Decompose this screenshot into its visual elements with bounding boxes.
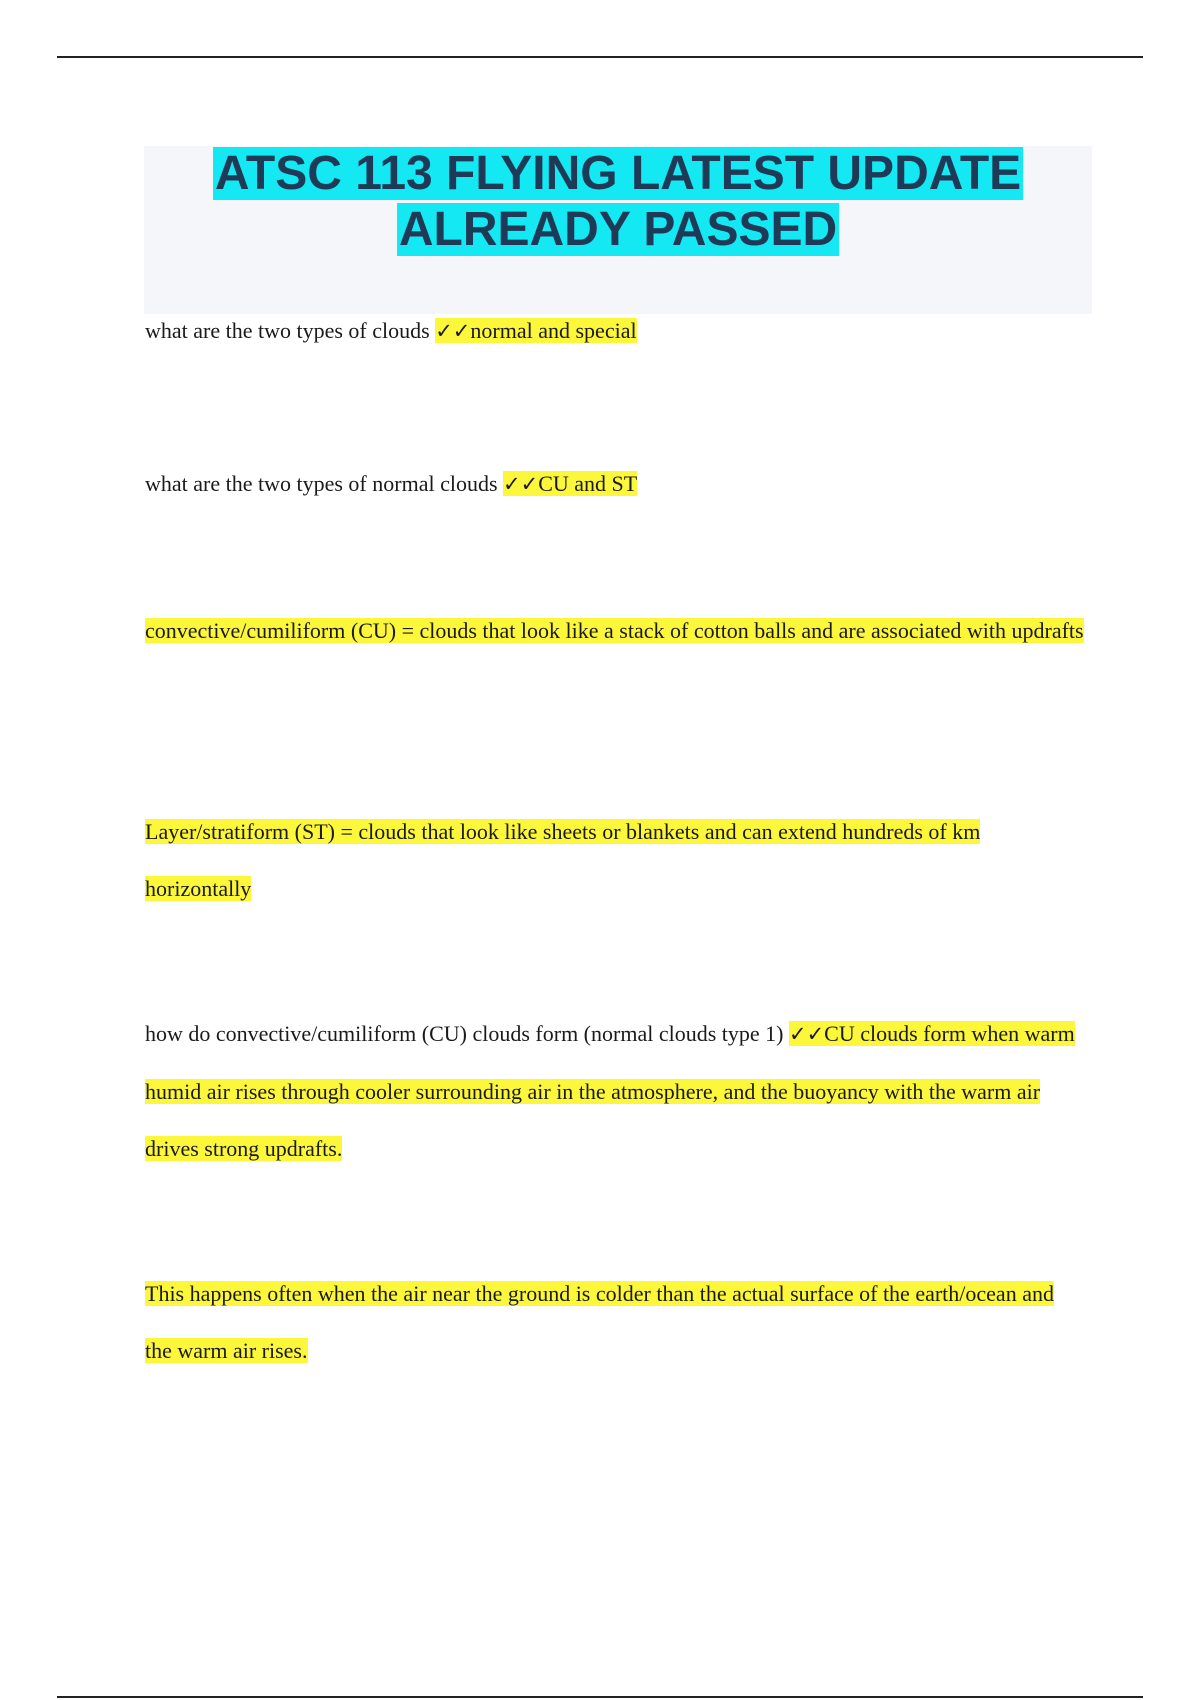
note-cu [145,602,1085,659]
answer-1-text: normal and special [470,318,637,343]
answer-3-text: CU clouds form when warm humid air rises through cooler surrounding air in the atmosphere, and the buoyancy with the warm air drives strong updrafts. [145,1021,1075,1161]
check-icon: ✓✓ [503,472,539,496]
qa-item-3 [145,1005,1085,1177]
check-icon: ✓✓ [435,319,471,343]
title-line-1: ATSC 113 FLYING LATEST UPDATE [214,147,1022,200]
note-warm-air [145,1265,1085,1379]
note-warm-air-text: This happens often when the air near the ground is colder than the actual surface of the earth/ocean and the warm air rises. [145,1281,1054,1363]
answer-1 [435,318,636,343]
page-title [144,146,1092,258]
qa-item-2 [145,455,1085,513]
check-icon: ✓✓ [788,1022,825,1046]
answer-2-text: CU and ST [538,471,638,496]
note-st [145,803,1085,917]
top-rule [57,56,1143,58]
note-st-text: Layer/stratiform (ST) = clouds that look like sheets or blankets and can extend hundreds of km horizontally [145,819,981,901]
bottom-rule [57,1696,1143,1698]
answer-2 [503,471,637,496]
question-1: what are the two types of clouds [145,318,436,343]
question-2: what are the two types of normal clouds [145,471,504,496]
question-3: how do convective/cumiliform (CU) clouds form (normal clouds type 1) [145,1021,789,1046]
title-box [144,146,1092,314]
qa-item-1 [145,302,1085,360]
note-cu-text: convective/cumiliform (CU) = clouds that look like a stack of cotton balls and are associated with updrafts [145,618,1084,643]
title-line-2: ALREADY PASSED [398,203,838,256]
